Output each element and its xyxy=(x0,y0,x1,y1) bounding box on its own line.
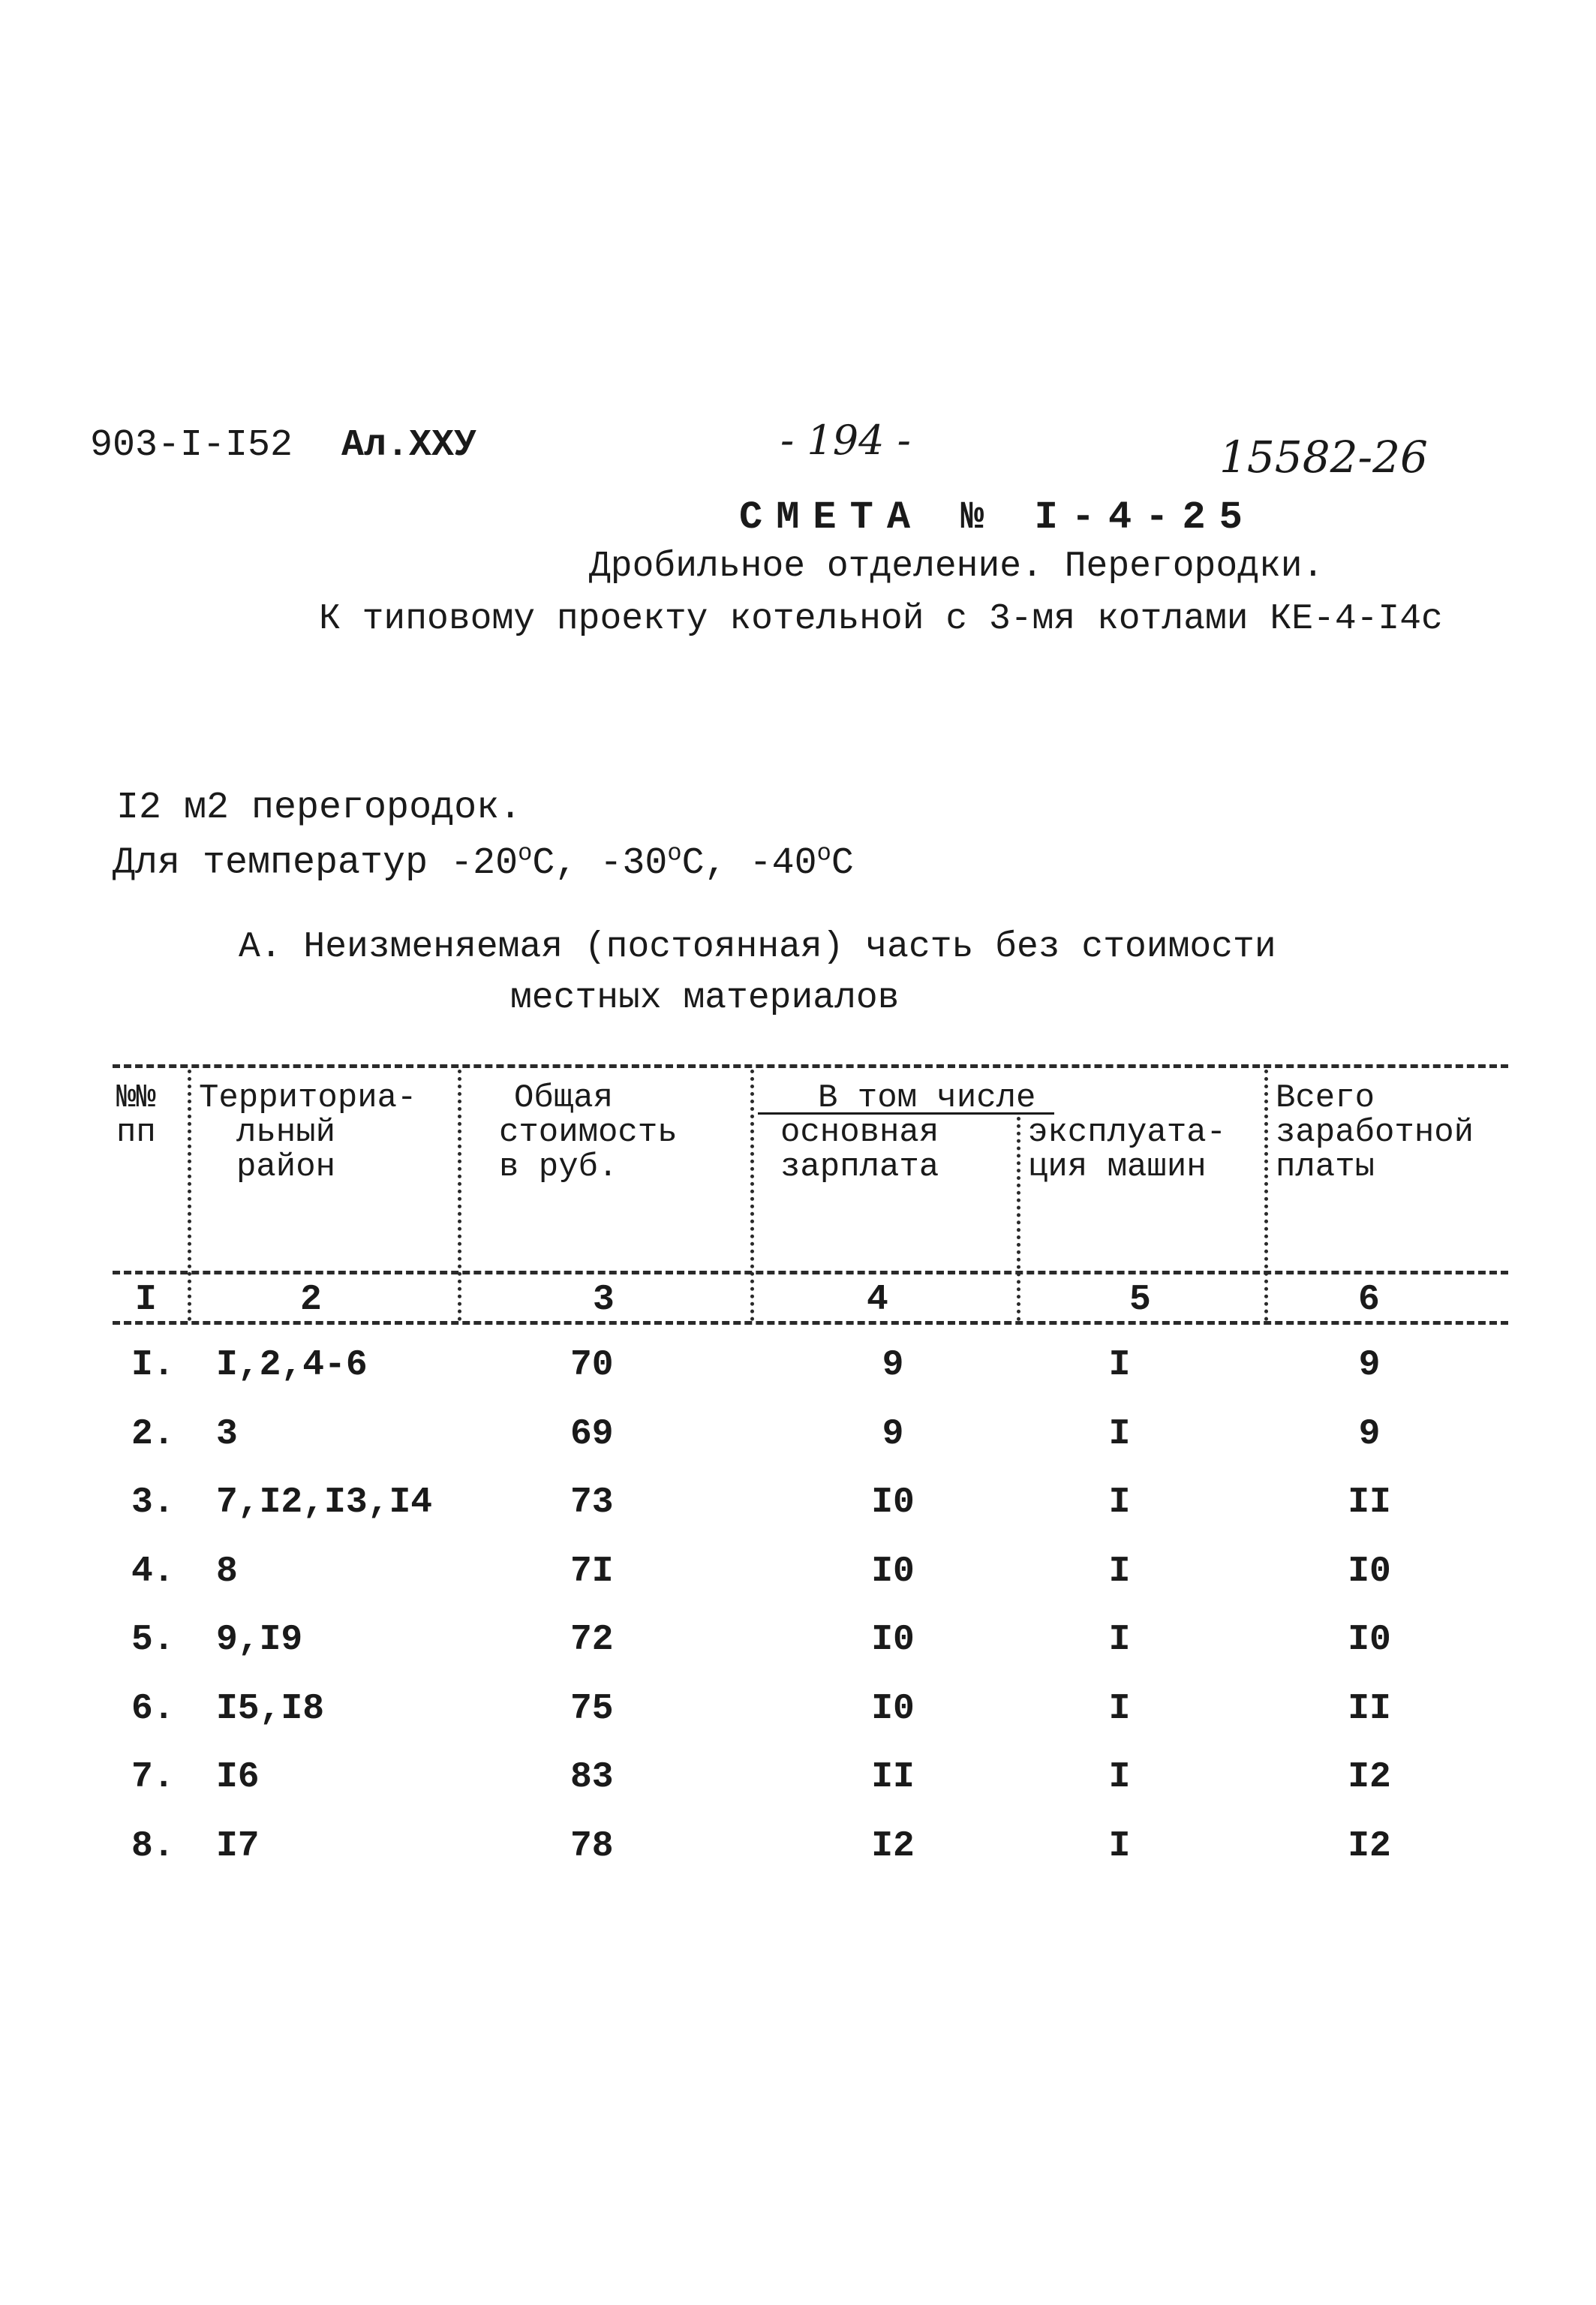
subtitle-line-1: Дробильное отделение. Перегородки. xyxy=(589,546,1324,587)
row-number: 4. xyxy=(131,1551,175,1592)
column-separator xyxy=(458,1070,461,1321)
subtitle-line-2: К типовому проекту котельной с 3-мя котлами КЕ-4-I4с xyxy=(319,599,1443,639)
territory-cell: I7 xyxy=(216,1825,260,1867)
column-number: 2 xyxy=(300,1280,322,1320)
column-number: 3 xyxy=(593,1280,615,1320)
header-number: №№ пп xyxy=(116,1079,156,1151)
machine-cell: I xyxy=(1108,1688,1131,1729)
header-territory: Территориа- льный район xyxy=(199,1079,417,1186)
total-cost-cell: 72 xyxy=(570,1620,614,1660)
estimate-title: СМЕТА № I-4-25 xyxy=(739,495,1256,540)
machine-cell: I xyxy=(1108,1551,1131,1592)
temperature-label: Для температур xyxy=(113,841,428,885)
column-number: 4 xyxy=(867,1280,888,1320)
machine-cell: I xyxy=(1108,1413,1131,1455)
machine-cell: I xyxy=(1108,1757,1131,1798)
territory-cell: I6 xyxy=(216,1757,260,1798)
basic-wage-cell: II xyxy=(871,1757,915,1798)
total-wage-cell: I0 xyxy=(1348,1551,1391,1592)
column-number: 6 xyxy=(1358,1280,1380,1320)
machine-cell: I xyxy=(1108,1482,1131,1523)
header-basic-wage: основная зарплата xyxy=(780,1114,939,1186)
header-including: В том числе xyxy=(818,1079,1036,1117)
handwritten-number: 15582-26 xyxy=(1219,432,1428,483)
total-wage-cell: II xyxy=(1348,1688,1391,1729)
basic-wage-cell: I0 xyxy=(871,1482,915,1523)
machine-cell: I xyxy=(1108,1825,1131,1867)
header-total-cost: Общая стоимость в руб. xyxy=(499,1079,678,1186)
table-column-number-rule xyxy=(113,1321,1508,1325)
table-top-rule xyxy=(113,1064,1508,1068)
territory-cell: 8 xyxy=(216,1551,238,1592)
territory-cell: 3 xyxy=(216,1413,238,1455)
row-number: 7. xyxy=(131,1757,175,1798)
table-header-rule xyxy=(113,1271,1508,1274)
territory-cell: 7,I2,I3,I4 xyxy=(216,1482,433,1523)
total-wage-cell: 9 xyxy=(1358,1413,1381,1455)
page-number: - 194 - xyxy=(780,417,911,464)
total-wage-cell: I2 xyxy=(1348,1757,1391,1798)
header-total-wage: Всего заработной платы xyxy=(1276,1079,1474,1186)
total-wage-cell: II xyxy=(1348,1482,1391,1523)
basic-wage-cell: I0 xyxy=(871,1551,915,1592)
column-number: 5 xyxy=(1129,1280,1151,1320)
total-cost-cell: 70 xyxy=(570,1345,614,1386)
machine-cell: I xyxy=(1108,1620,1131,1660)
basic-wage-cell: 9 xyxy=(882,1345,904,1386)
territory-cell: I,2,4-6 xyxy=(216,1345,368,1386)
total-cost-cell: 83 xyxy=(570,1757,614,1798)
document-code: 903-I-I52 xyxy=(90,424,293,467)
row-number: 2. xyxy=(131,1413,175,1455)
row-number: 3. xyxy=(131,1482,175,1523)
territory-cell: 9,I9 xyxy=(216,1620,303,1660)
temperature-line xyxy=(113,839,854,885)
section-heading-line-1: А. Неизменяемая (постоянная) часть без стоимости xyxy=(239,927,1276,967)
row-number: 6. xyxy=(131,1688,175,1729)
basic-wage-cell: I0 xyxy=(871,1620,915,1660)
column-number: I xyxy=(135,1280,157,1320)
album-number: Ал.XXУ xyxy=(341,424,477,467)
section-heading-line-2: местных материалов xyxy=(510,978,900,1019)
quantity-line: I2 м2 перегородок. xyxy=(116,787,522,829)
column-separator xyxy=(188,1070,191,1321)
total-cost-cell: 69 xyxy=(570,1413,614,1455)
temperature-value: -30$^o$C, xyxy=(600,839,727,885)
row-number: 5. xyxy=(131,1620,175,1660)
total-cost-cell: 7I xyxy=(570,1551,614,1592)
total-cost-cell: 78 xyxy=(570,1825,614,1867)
total-wage-cell: I2 xyxy=(1348,1825,1391,1867)
total-wage-cell: I0 xyxy=(1348,1620,1391,1660)
total-cost-cell: 73 xyxy=(570,1482,614,1523)
basic-wage-cell: I2 xyxy=(871,1825,915,1867)
row-number: I. xyxy=(131,1345,175,1386)
basic-wage-cell: 9 xyxy=(882,1413,904,1455)
header-machine-operation: эксплуата- ция машин xyxy=(1028,1114,1227,1186)
machine-cell: I xyxy=(1108,1345,1131,1386)
basic-wage-cell: I0 xyxy=(871,1688,915,1729)
row-number: 8. xyxy=(131,1825,175,1867)
total-cost-cell: 75 xyxy=(570,1688,614,1729)
column-separator xyxy=(1017,1117,1020,1321)
total-wage-cell: 9 xyxy=(1358,1345,1381,1386)
temperature-value: -20$^o$C, xyxy=(450,839,578,885)
column-separator xyxy=(1264,1070,1268,1321)
column-separator xyxy=(750,1070,754,1321)
territory-cell: I5,I8 xyxy=(216,1688,325,1729)
temperature-value: -40$^o$C xyxy=(749,839,854,885)
